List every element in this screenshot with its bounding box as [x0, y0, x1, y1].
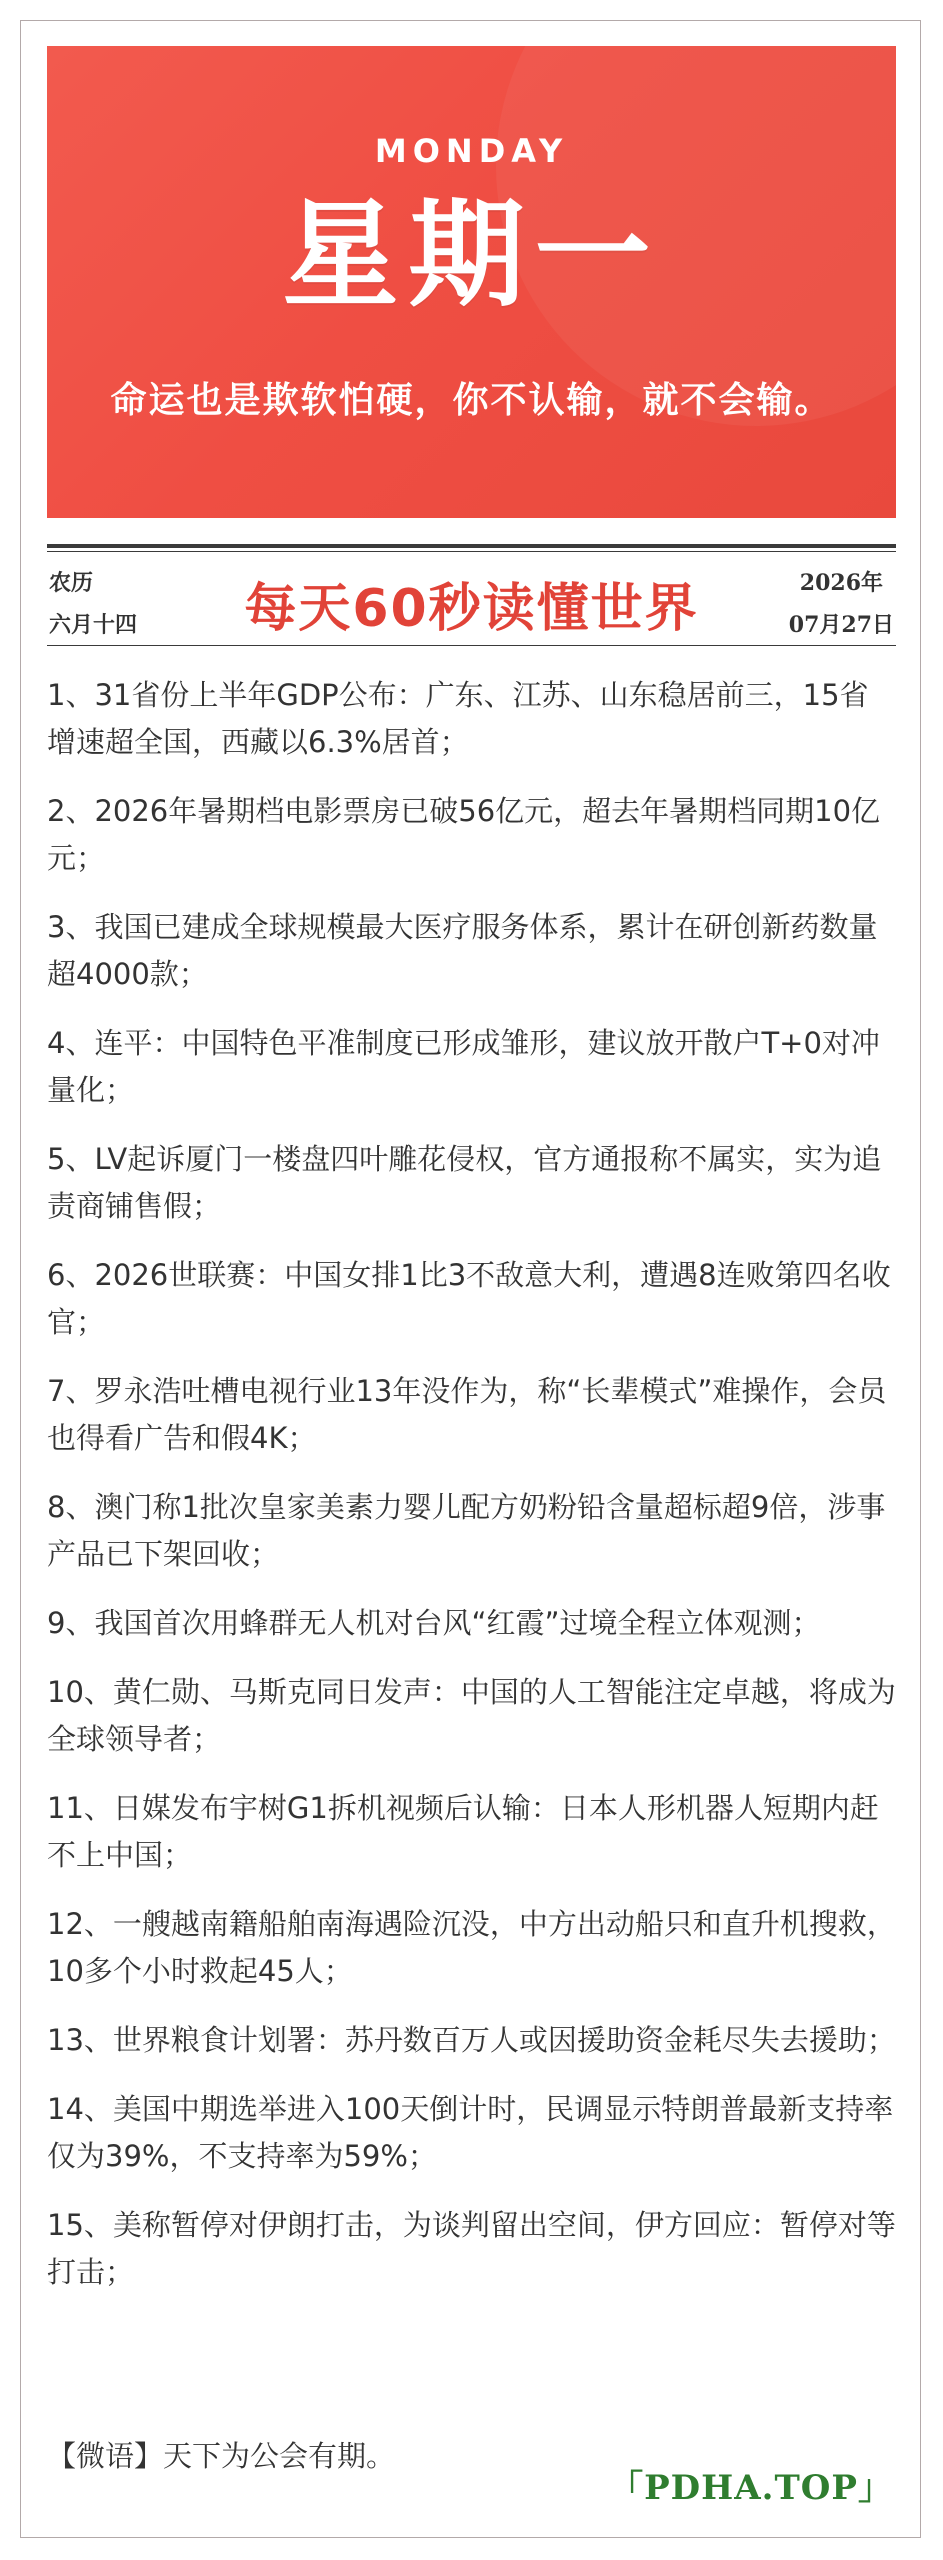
date-year: 2026年	[799, 570, 883, 596]
news-item: 12、一艘越南籍船舶南海遇险沉没，中方出动船只和直升机搜救，10多个小时救起45人；	[47, 1907, 896, 1988]
news-item: 11、日媒发布宇树G1拆机视频后认输：日本人形机器人短期内赶不上中国；	[47, 1791, 879, 1872]
news-item: 14、美国中期选举进入100天倒计时，民调显示特朗普最新支持率仅为39%，不支持率为59%；	[47, 2092, 894, 2173]
weekday-chinese: 星期一	[282, 188, 661, 323]
news-item: 9、我国首次用蜂群无人机对台风“红霞”过境全程立体观测；	[47, 1606, 821, 1640]
date-month-day: 07月27日	[788, 612, 894, 638]
site-watermark: 「PDHA.TOP」	[609, 2468, 893, 2508]
weekday-banner	[47, 46, 896, 518]
news-list	[47, 672, 897, 2318]
gregorian-date-block	[789, 562, 894, 646]
news-item: 5、LV起诉厦门一楼盘四叶雕花侵权，官方通报称不属实，实为追责商铺售假；	[47, 1142, 882, 1223]
lunar-label: 农历	[49, 570, 94, 596]
news-item: 4、连平：中国特色平准制度已形成雏形，建议放开散户T+0对冲量化；	[47, 1026, 880, 1107]
lunar-date: 六月十四	[49, 612, 138, 638]
daily-motto: 命运也是欺软怕硬，你不认输，就不会输。	[110, 380, 833, 421]
page-title: 每天60秒读懂世界	[244, 579, 699, 639]
news-item: 7、罗永浩吐槽电视行业13年没作为，称“长辈模式”难操作，会员也得看广告和假4K；	[47, 1374, 887, 1455]
news-item: 1、31省份上半年GDP公布：广东、江苏、山东稳居前三，15省增速超全国，西藏以6.3%居首；	[47, 678, 869, 759]
weekday-english: MONDAY	[374, 132, 569, 170]
daily-quote: 【微语】天下为公会有期。	[47, 2439, 396, 2473]
news-item: 15、美称暂停对伊朗打击，为谈判留出空间，伊方回应：暂停对等打击；	[47, 2208, 896, 2289]
news-item: 13、世界粮食计划署：苏丹数百万人或因援助资金耗尽失去援助；	[47, 2023, 896, 2057]
news-item: 2、2026年暑期档电影票房已破56亿元，超去年暑期档同期10亿元；	[47, 794, 881, 875]
news-item: 10、黄仁勋、马斯克同日发声：中国的人工智能注定卓越，将成为全球领导者；	[47, 1675, 896, 1756]
news-item: 6、2026世联赛：中国女排1比3不敌意大利，遭遇8连败第四名收官；	[47, 1258, 891, 1339]
masthead	[47, 544, 896, 646]
news-item: 8、澳门称1批次皇家美素力婴儿配方奶粉铅含量超标超9倍，涉事产品已下架回收；	[47, 1490, 886, 1571]
news-item: 3、我国已建成全球规模最大医疗服务体系，累计在研创新药数量超4000款；	[47, 910, 878, 991]
